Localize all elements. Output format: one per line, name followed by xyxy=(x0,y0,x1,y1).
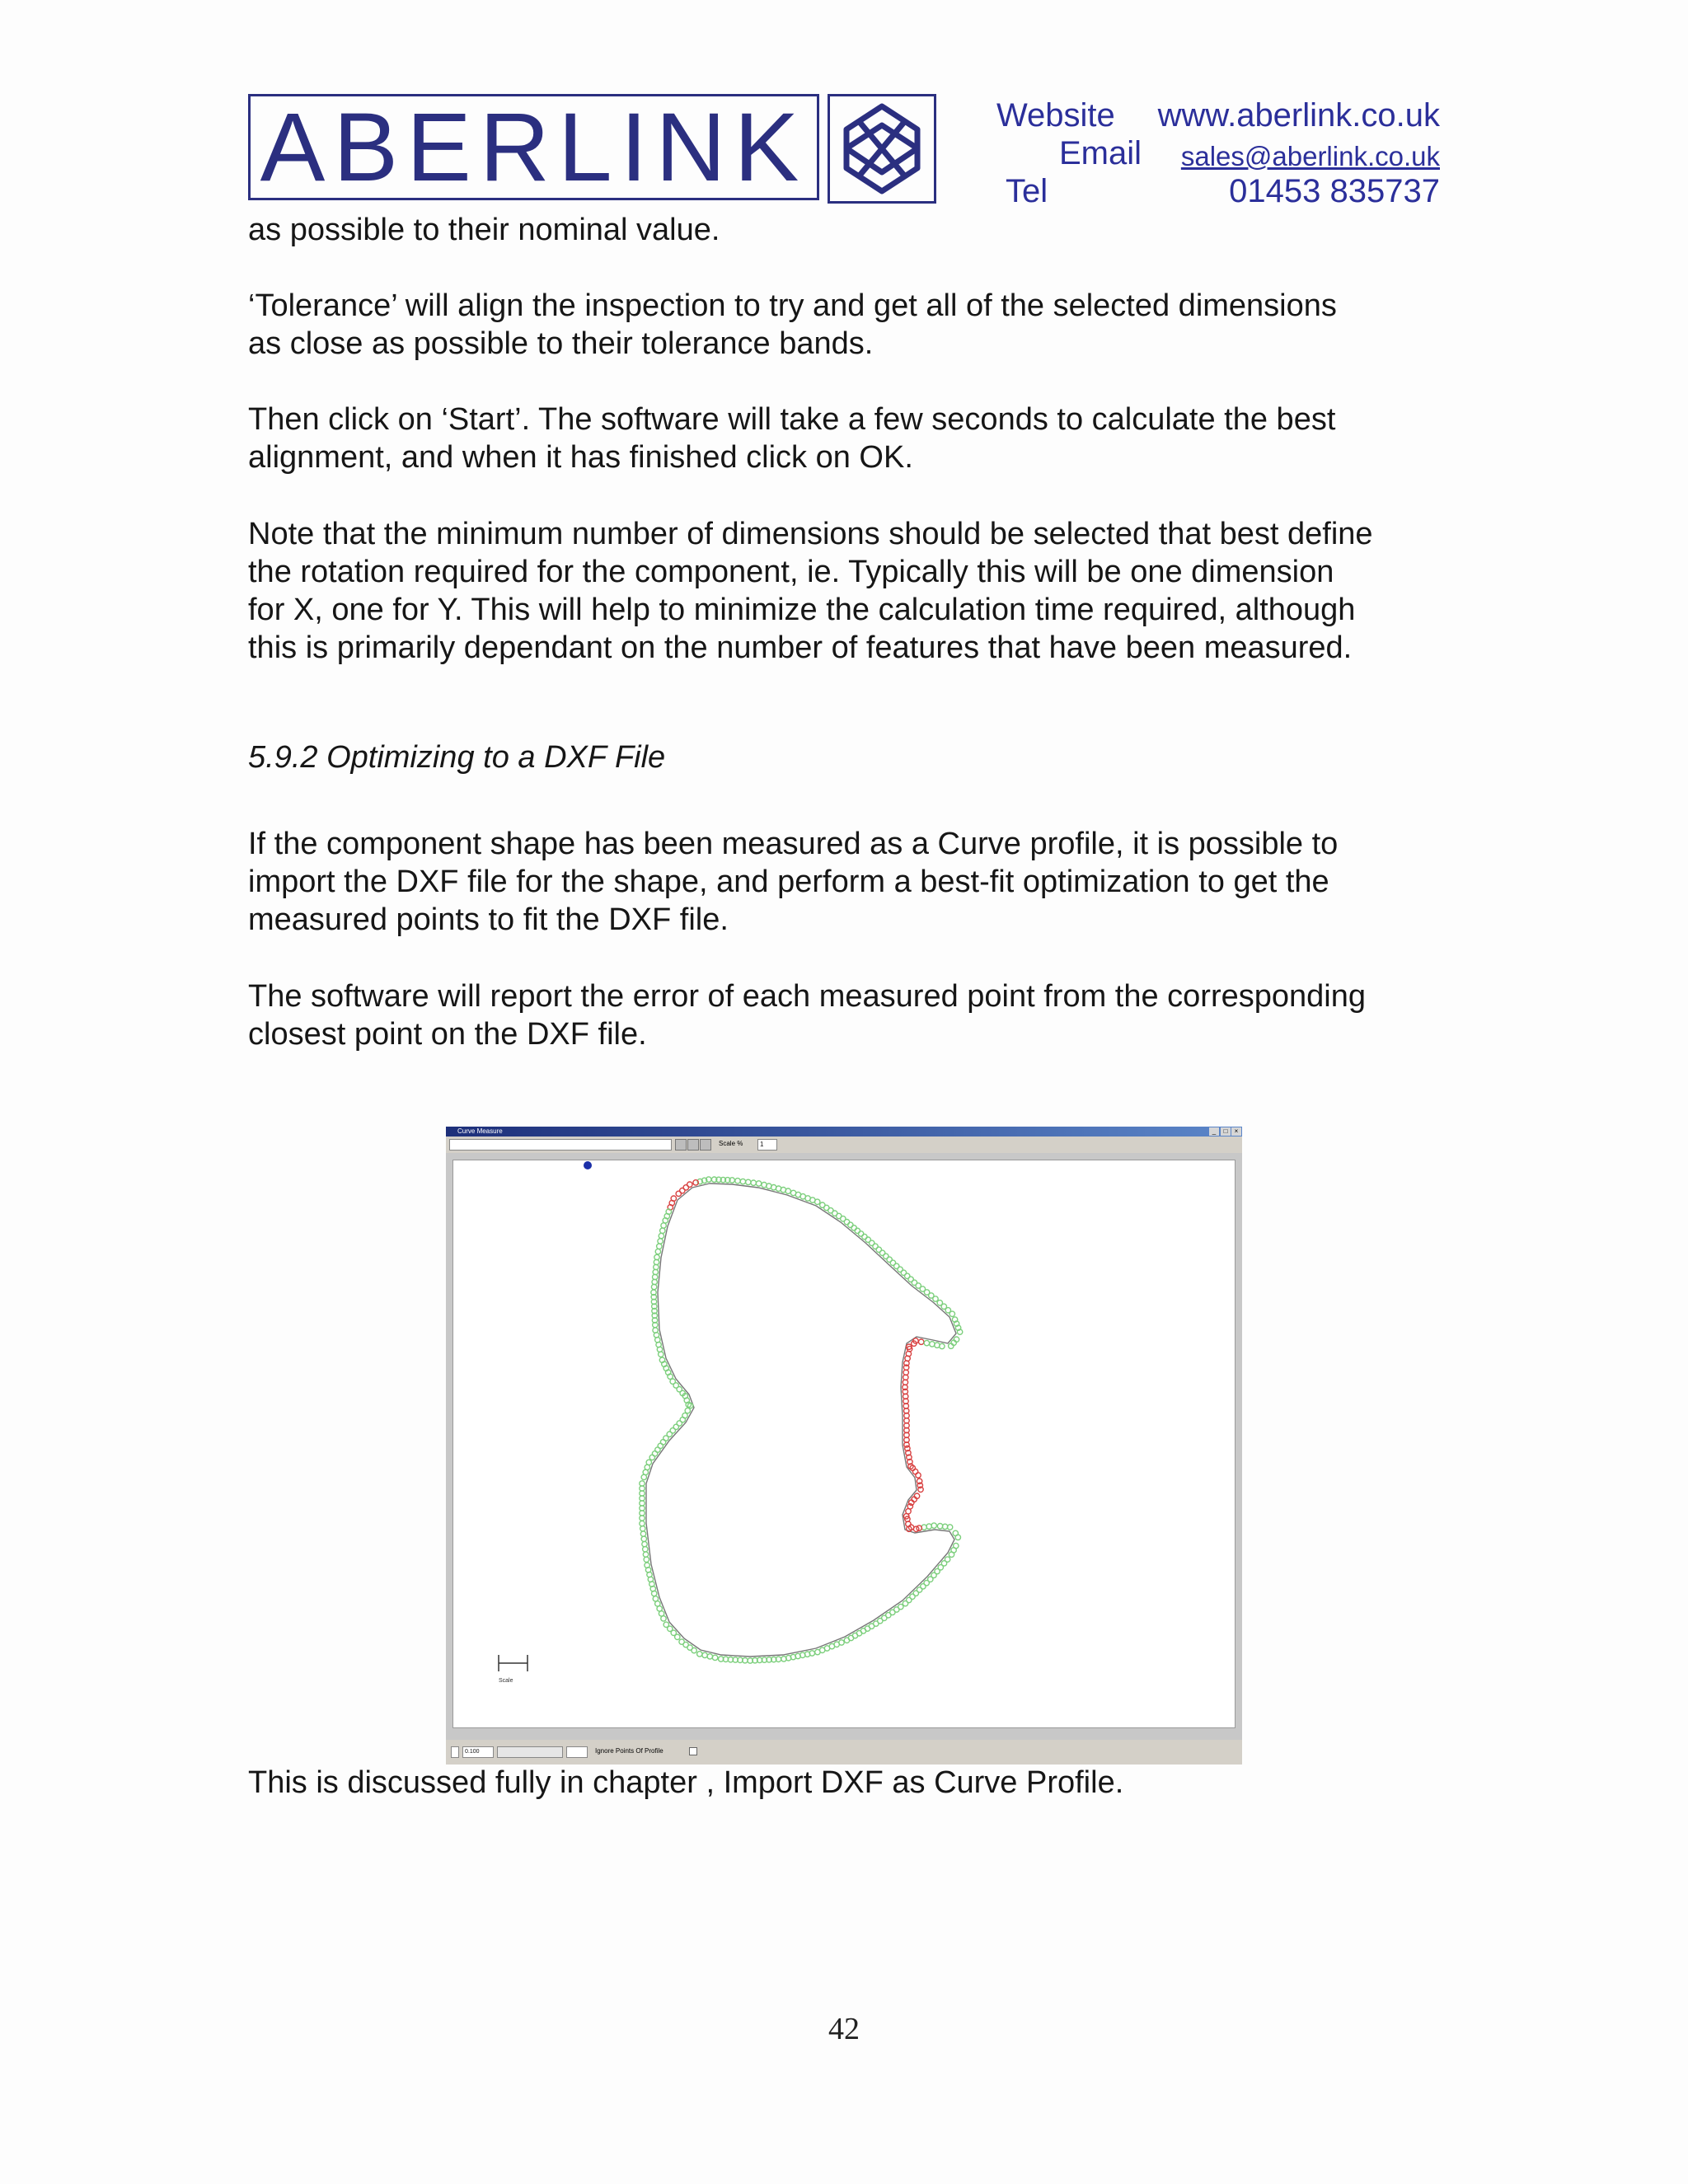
measured-point xyxy=(643,1552,648,1557)
page-number: 42 xyxy=(828,2012,860,2046)
paragraph-line: for X, one for Y. This will help to minimize the calculation time required, although xyxy=(248,593,1356,627)
close-icon[interactable]: × xyxy=(1231,1127,1241,1136)
measured-point xyxy=(658,1239,663,1244)
scale-field[interactable]: 1 xyxy=(757,1139,777,1151)
measured-point xyxy=(851,1226,856,1230)
toolbar-button[interactable] xyxy=(700,1139,711,1151)
measured-point xyxy=(659,1233,663,1238)
measured-point xyxy=(735,1179,740,1183)
paragraph-line: closest point on the DXF file. xyxy=(248,1017,647,1052)
probe-marker xyxy=(584,1161,592,1169)
measured-point xyxy=(940,1343,945,1348)
section-title: 5.9.2 Optimizing to a DXF File xyxy=(248,740,666,775)
measured-point xyxy=(919,1339,924,1344)
measured-point xyxy=(657,1244,662,1249)
measured-point xyxy=(855,1228,860,1233)
measured-point xyxy=(790,1190,795,1195)
paragraph-line: ‘Tolerance’ will align the inspection to try and get all of the selected dimensions xyxy=(248,288,1337,323)
measured-point xyxy=(640,1521,645,1526)
measured-point xyxy=(945,1557,950,1562)
window-title: Curve Measure xyxy=(457,1127,503,1135)
measured-point xyxy=(649,1455,654,1460)
celtic-knot-icon xyxy=(828,94,936,204)
measured-point xyxy=(702,1652,707,1657)
body-paragraph-2 xyxy=(248,287,1451,363)
ignore-points-checkbox[interactable] xyxy=(689,1747,697,1755)
curve-profile-screenshot xyxy=(446,1127,1242,1765)
measured-point xyxy=(685,1408,690,1413)
status-value-field[interactable]: 0.100 xyxy=(462,1746,494,1758)
body-paragraph-4 xyxy=(248,515,1451,667)
measured-point xyxy=(640,1531,645,1536)
measured-point xyxy=(642,1541,647,1546)
ignore-points-label: Ignore Points Of Profile xyxy=(595,1747,663,1755)
paragraph-line: If the component shape has been measured as a Curve profile, it is possible to xyxy=(248,827,1339,861)
measured-point xyxy=(692,1647,696,1652)
measured-point xyxy=(641,1474,646,1479)
measured-point xyxy=(661,1616,666,1621)
website-link[interactable]: www.aberlink.co.uk xyxy=(1157,97,1440,134)
toolbar-button[interactable] xyxy=(687,1139,699,1151)
measured-point xyxy=(756,1181,761,1186)
minimize-icon[interactable]: _ xyxy=(1209,1127,1219,1136)
measured-point xyxy=(751,1180,756,1185)
website-row xyxy=(985,96,1440,134)
contact-block xyxy=(985,96,1440,210)
measured-point xyxy=(865,1237,870,1242)
paragraph-line: the rotation required for the component, ie. Typically this will be one dimension xyxy=(248,555,1334,589)
measured-point xyxy=(746,1179,751,1184)
measured-point xyxy=(644,1557,649,1562)
profile-plot xyxy=(453,1160,1235,1727)
section-heading xyxy=(248,738,1451,776)
paragraph-line: as close as possible to their tolerance bands. xyxy=(248,326,874,361)
measured-point xyxy=(676,1191,681,1196)
window-statusbar xyxy=(446,1740,1242,1765)
email-row xyxy=(985,134,1440,172)
measured-point xyxy=(858,1231,863,1236)
paragraph-line: This is discussed fully in chapter , Import DXF as Curve Profile. xyxy=(248,1765,1124,1800)
measured-point xyxy=(937,1301,942,1305)
measured-points xyxy=(640,1177,963,1663)
status-field[interactable] xyxy=(451,1746,459,1758)
paragraph-line: alignment, and when it has finished click on OK. xyxy=(248,440,913,475)
paragraph-line: measured points to fit the DXF file. xyxy=(248,902,729,937)
paragraph-line: as possible to their nominal value. xyxy=(248,213,720,247)
measured-point xyxy=(953,1530,958,1535)
paragraph-line: import the DXF file for the shape, and perform a best-fit optimization to get the xyxy=(248,865,1329,899)
measured-point xyxy=(707,1654,712,1659)
body-paragraph-6 xyxy=(248,977,1451,1053)
logo-wordmark: ABERLINK xyxy=(248,94,819,200)
scale-bar-label: Scale xyxy=(499,1678,513,1684)
body-paragraph-5 xyxy=(248,825,1451,939)
website-label: Website xyxy=(996,97,1115,134)
email-label: Email xyxy=(1059,135,1142,171)
aberlink-logo xyxy=(248,94,936,204)
body-paragraph-7 xyxy=(248,1764,1451,1802)
measured-point xyxy=(643,1547,648,1552)
body-paragraph-1 xyxy=(248,211,1451,249)
scale-label: Scale % xyxy=(719,1140,743,1147)
measured-point xyxy=(839,1640,844,1645)
status-slider[interactable] xyxy=(497,1746,563,1758)
measured-point xyxy=(640,1526,645,1531)
measured-point xyxy=(660,1228,665,1233)
measured-point xyxy=(954,1543,959,1548)
measured-point xyxy=(848,1222,853,1227)
paragraph-line: Then click on ‘Start’. The software will take a few seconds to calculate the best xyxy=(248,402,1336,437)
toolbar-button[interactable] xyxy=(675,1139,687,1151)
window-toolbar xyxy=(446,1137,1242,1153)
paragraph-line: The software will report the error of each measured point from the corresponding xyxy=(248,979,1366,1014)
maximize-icon[interactable]: □ xyxy=(1221,1127,1231,1136)
window-titlebar xyxy=(446,1127,1242,1137)
body-paragraph-3 xyxy=(248,401,1451,476)
email-link[interactable]: sales@aberlink.co.uk xyxy=(1180,141,1440,171)
measured-point xyxy=(661,1223,666,1228)
measured-point xyxy=(675,1634,680,1639)
measured-point xyxy=(712,1655,717,1660)
status-field[interactable] xyxy=(566,1746,588,1758)
tel-label: Tel xyxy=(1006,173,1048,209)
tel-row xyxy=(985,172,1440,210)
measured-point xyxy=(820,1202,825,1207)
measured-point xyxy=(655,1249,660,1254)
measured-point xyxy=(924,1340,929,1345)
tel-value: 01453 835737 xyxy=(1229,173,1440,209)
paragraph-line: Note that the minimum number of dimensions should be selected that best define xyxy=(248,517,1373,551)
toolbar-field[interactable] xyxy=(449,1139,672,1151)
measured-point xyxy=(862,1234,867,1239)
measured-point xyxy=(740,1179,745,1183)
scale-bar xyxy=(499,1655,528,1684)
measured-point xyxy=(697,1652,702,1657)
measured-point xyxy=(641,1536,646,1541)
profile-canvas[interactable] xyxy=(452,1160,1236,1728)
paragraph-line: this is primarily dependant on the number of features that have been measured. xyxy=(248,630,1353,665)
measured-point xyxy=(916,1473,921,1478)
